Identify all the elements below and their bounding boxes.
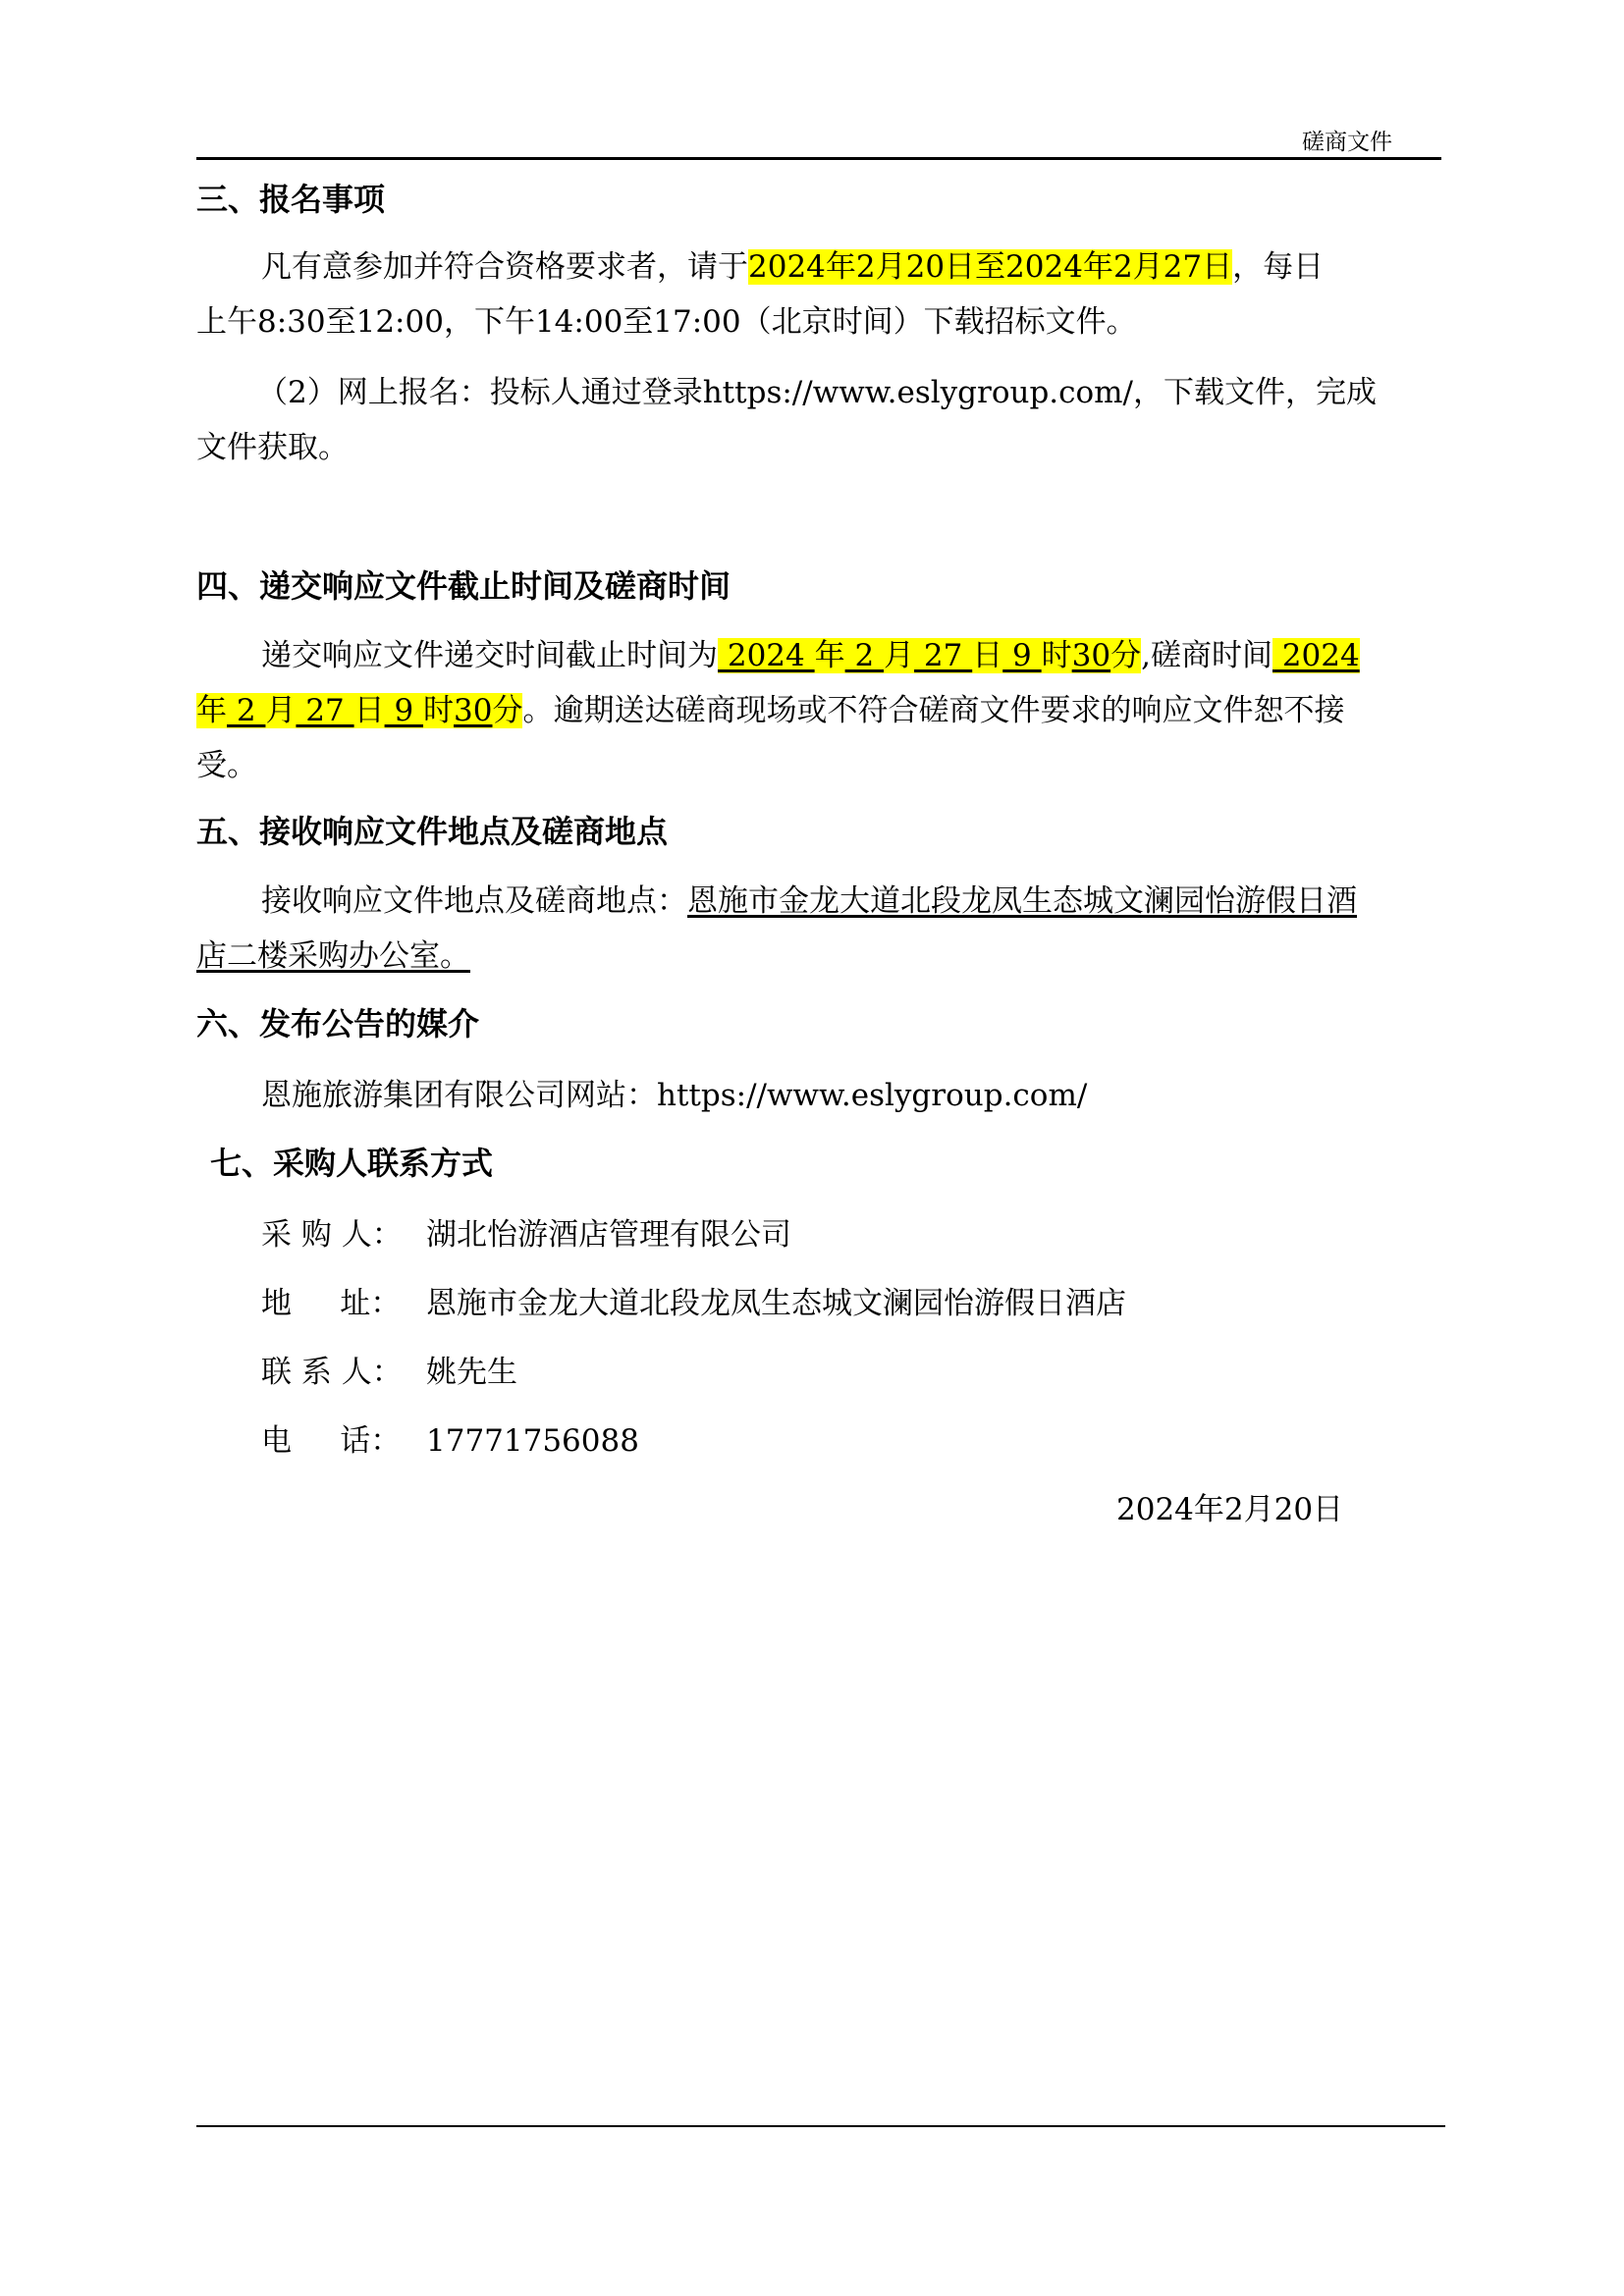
deadline-day: 27: [914, 638, 973, 673]
section3-paragraph1-line2: 上午8:30至12:00，下午14:00至17:00（北京时间）下载招标文件。: [196, 304, 1137, 340]
venue-address-line1: 恩施市金龙大道北段龙凤生态城文澜园怡游假日酒: [687, 883, 1357, 919]
deadline-year: 2024: [718, 638, 815, 673]
section3-paragraph2-line2: 文件获取。: [196, 430, 349, 465]
section4-p-suffix: 。逾期送达磋商现场或不符合磋商文件要求的响应文件恕不接: [522, 693, 1345, 728]
registration-period-highlight: 2024年2月20日至2024年2月27日: [748, 249, 1233, 285]
section3-p1-prefix: 凡有意参加并符合资格要求者，请于: [261, 249, 748, 285]
deadline-month-unit: 月: [884, 638, 915, 673]
section3-paragraph2-line1: （2）网上报名：投标人通过登录https://www.eslygroup.com/，下载文件，完成: [257, 375, 1378, 410]
consult-month-unit: 月: [265, 693, 297, 728]
consult-minute-unit: 分: [492, 693, 523, 728]
section3-title: 三、报名事项: [196, 181, 386, 218]
contact-label: 联 系 人：: [261, 1355, 403, 1390]
section4-paragraph-line2: [196, 685, 1344, 729]
section4-p-prefix: 递交响应文件递交时间截止时间为: [261, 638, 718, 673]
deadline-highlight: [718, 638, 1141, 673]
deadline-month: 2: [844, 638, 885, 673]
section4-p-mid: ,磋商时间: [1141, 638, 1272, 673]
address-value: 恩施市金龙大道北段龙凤生态城文澜园怡游假日酒店: [426, 1286, 1126, 1321]
buyer-label: 采 购 人：: [261, 1217, 403, 1253]
contact-value: 姚先生: [426, 1355, 517, 1390]
deadline-year-unit: 年: [814, 638, 845, 673]
section3-paragraph1-line1: [261, 241, 1324, 286]
consult-hour-unit: 时: [423, 693, 455, 728]
consult-day: 27: [296, 693, 354, 728]
deadline-day-unit: 日: [972, 638, 1003, 673]
consult-year-unit: 年: [196, 693, 227, 728]
deadline-hour: 9: [1002, 638, 1042, 673]
section4-paragraph-line3: 受。: [196, 748, 257, 783]
consult-day-unit: 日: [353, 693, 385, 728]
page-header-title: 磋商文件: [1302, 130, 1392, 155]
section3-p1-suffix: ，每日: [1232, 249, 1325, 285]
consult-month: 2: [227, 693, 266, 728]
buyer-value: 湖北怡游酒店管理有限公司: [426, 1217, 791, 1253]
contact-row: [261, 1347, 517, 1391]
consult-time-highlight: [196, 693, 522, 728]
footer-rule: [196, 2125, 1445, 2127]
venue-address-line2: 店二楼采购办公室。: [196, 938, 470, 974]
section4-paragraph-line1: [261, 630, 1360, 674]
consult-minute: 30: [454, 693, 493, 728]
phone-row: [261, 1415, 639, 1460]
deadline-minute-unit: 分: [1110, 638, 1142, 673]
phone-value: 17771756088: [426, 1423, 639, 1459]
section5-paragraph-line1: [261, 876, 1357, 920]
consult-hour: 9: [384, 693, 424, 728]
section5-p-prefix: 接收响应文件地点及磋商地点：: [261, 883, 687, 919]
consult-year: 2024: [1272, 638, 1360, 673]
section5-title: 五、接收响应文件地点及磋商地点: [196, 813, 669, 850]
section6-title: 六、发布公告的媒介: [196, 1005, 480, 1042]
header-rule: [196, 157, 1441, 160]
phone-label: 电 话：: [261, 1423, 402, 1459]
section5-paragraph-line2: [196, 931, 470, 975]
address-label: 地 址：: [261, 1286, 402, 1321]
section7-title: 七、采购人联系方式: [210, 1145, 494, 1182]
document-date: 2024年2月20日: [1116, 1492, 1344, 1527]
deadline-minute: 30: [1071, 638, 1111, 673]
deadline-hour-unit: 时: [1041, 638, 1072, 673]
address-row: [261, 1278, 1126, 1322]
section6-paragraph: 恩施旅游集团有限公司网站：https://www.eslygroup.com/: [261, 1078, 1088, 1113]
buyer-row: [261, 1209, 791, 1254]
section4-title: 四、递交响应文件截止时间及磋商时间: [196, 567, 731, 605]
